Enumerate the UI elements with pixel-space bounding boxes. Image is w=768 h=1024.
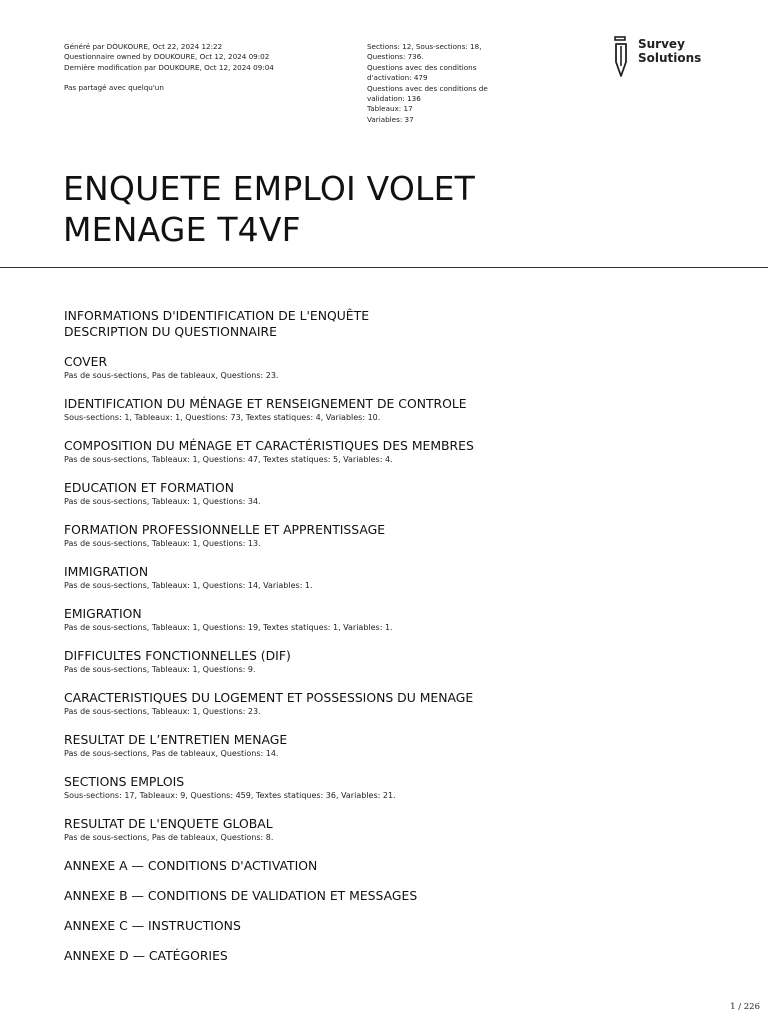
- toc-annex-link[interactable]: ANNEXE D — CATÉGORIES: [64, 948, 228, 963]
- toc-section: [64, 648, 744, 675]
- toc-section: [64, 522, 744, 549]
- toc-section: [64, 690, 744, 717]
- title-line: ENQUETE EMPLOI VOLET: [63, 169, 476, 208]
- toc-section-title[interactable]: FORMATION PROFESSIONNELLE ET APPRENTISSAGE: [64, 522, 386, 537]
- toc-section-title[interactable]: EMIGRATION: [64, 606, 142, 621]
- last-modified: Dernière modification par DOUKOURE, Oct 12, 2024 09:04: [64, 62, 274, 72]
- stats-line: validation: 136: [367, 94, 421, 104]
- toc-section-summary: Sous-sections: 1, Tableaux: 1, Questions: 73, Textes statiques: 4, Variables: 10.: [64, 413, 381, 422]
- toc-section-summary: Pas de sous-sections, Pas de tableaux, Questions: 14.: [64, 749, 279, 758]
- toc-section-summary: Pas de sous-sections, Pas de tableaux, Questions: 23.: [64, 371, 279, 380]
- toc-annex-link[interactable]: ANNEXE B — CONDITIONS DE VALIDATION ET MESSAGES: [64, 888, 418, 903]
- toc-section: [64, 606, 744, 633]
- questionnaire-stats: [367, 42, 517, 125]
- toc-section-summary: Pas de sous-sections, Tableaux: 1, Questions: 13.: [64, 539, 261, 548]
- stats-line: Sections: 12, Sous-sections: 18,: [367, 42, 482, 51]
- toc-section: [64, 438, 744, 465]
- toc-annexes: [64, 858, 744, 978]
- survey-solutions-logo: [614, 36, 701, 80]
- toc-section-summary: Pas de sous-sections, Tableaux: 1, Questions: 9.: [64, 665, 256, 674]
- toc-section-title[interactable]: COVER: [64, 354, 108, 369]
- toc-section: [64, 564, 744, 591]
- stats-line: Questions: 736.: [367, 52, 424, 62]
- toc-annex-link[interactable]: ANNEXE A — CONDITIONS D'ACTIVATION: [64, 858, 318, 873]
- logo-text-line: Solutions: [638, 51, 702, 65]
- toc-section-summary: Pas de sous-sections, Tableaux: 1, Questions: 34.: [64, 497, 261, 506]
- toc-section-summary: Pas de sous-sections, Tableaux: 1, Questions: 19, Textes statiques: 1, Variables: 1.: [64, 623, 393, 632]
- toc-section-title[interactable]: SECTIONS EMPLOIS: [64, 774, 185, 789]
- toc-section-title[interactable]: IMMIGRATION: [64, 564, 149, 579]
- page-number: 1 / 226: [730, 1002, 760, 1012]
- toc-section-summary: Pas de sous-sections, Tableaux: 1, Questions: 47, Textes statiques: 5, Variables: 4.: [64, 455, 393, 464]
- toc-section-summary: Pas de sous-sections, Pas de tableaux, Questions: 8.: [64, 833, 274, 842]
- toc-section-summary: Pas de sous-sections, Tableaux: 1, Questions: 23.: [64, 707, 261, 716]
- toc-annex-link[interactable]: ANNEXE C — INSTRUCTIONS: [64, 918, 241, 933]
- toc-link-identification[interactable]: INFORMATIONS D'IDENTIFICATION DE L'ENQUÊTE: [64, 308, 370, 323]
- toc-section-title[interactable]: EDUCATION ET FORMATION: [64, 480, 235, 495]
- toc-section-title[interactable]: RESULTAT DE L'ENQUETE GLOBAL: [64, 816, 273, 831]
- toc-section: [64, 480, 744, 507]
- toc-section: [64, 732, 744, 759]
- pen-nib-icon: [614, 36, 628, 78]
- toc-section: [64, 774, 744, 801]
- toc-intro: [64, 308, 744, 339]
- toc-section-title[interactable]: CARACTERISTIQUES DU LOGEMENT ET POSSESSIONS DU MENAGE: [64, 690, 474, 705]
- document-title: [63, 168, 703, 250]
- stats-line: d'activation: 479: [367, 73, 428, 83]
- sharing-status: Pas partagé avec quelqu'un: [64, 83, 164, 93]
- owned-by: Questionnaire owned by DOUKOURE, Oct 12, 2024 09:02: [64, 52, 270, 62]
- toc-section: [64, 816, 744, 843]
- title-divider: [0, 267, 768, 268]
- stats-line: Variables: 37: [367, 114, 414, 124]
- stats-line: Questions avec des conditions de: [367, 83, 488, 93]
- table-of-contents: [64, 308, 744, 978]
- toc-section-title[interactable]: RESULTAT DE L’ENTRETIEN MENAGE: [64, 732, 288, 747]
- toc-section-summary: Pas de sous-sections, Tableaux: 1, Questions: 14, Variables: 1.: [64, 581, 313, 590]
- toc-section: [64, 354, 744, 381]
- title-line: MENAGE T4VF: [63, 210, 301, 249]
- stats-line: Questions avec des conditions: [367, 62, 477, 72]
- toc-section-title[interactable]: IDENTIFICATION DU MÉNAGE ET RENSEIGNEMENT DE CONTROLE: [64, 396, 467, 411]
- document-metadata: [64, 42, 354, 94]
- toc-section: [64, 396, 744, 423]
- generated-by: Généré par DOUKOURE, Oct 22, 2024 12:22: [64, 42, 223, 51]
- logo-text-line: Survey: [638, 37, 685, 51]
- toc-section-summary: Sous-sections: 17, Tableaux: 9, Questions: 459, Textes statiques: 36, Variables: 21.: [64, 791, 396, 800]
- stats-line: Tableaux: 17: [367, 104, 413, 114]
- toc-section-title[interactable]: DIFFICULTES FONCTIONNELLES (DIF): [64, 648, 291, 663]
- toc-section-title[interactable]: COMPOSITION DU MÉNAGE ET CARACTÉRISTIQUES DES MEMBRES: [64, 438, 474, 453]
- toc-link-description[interactable]: DESCRIPTION DU QUESTIONNAIRE: [64, 323, 277, 339]
